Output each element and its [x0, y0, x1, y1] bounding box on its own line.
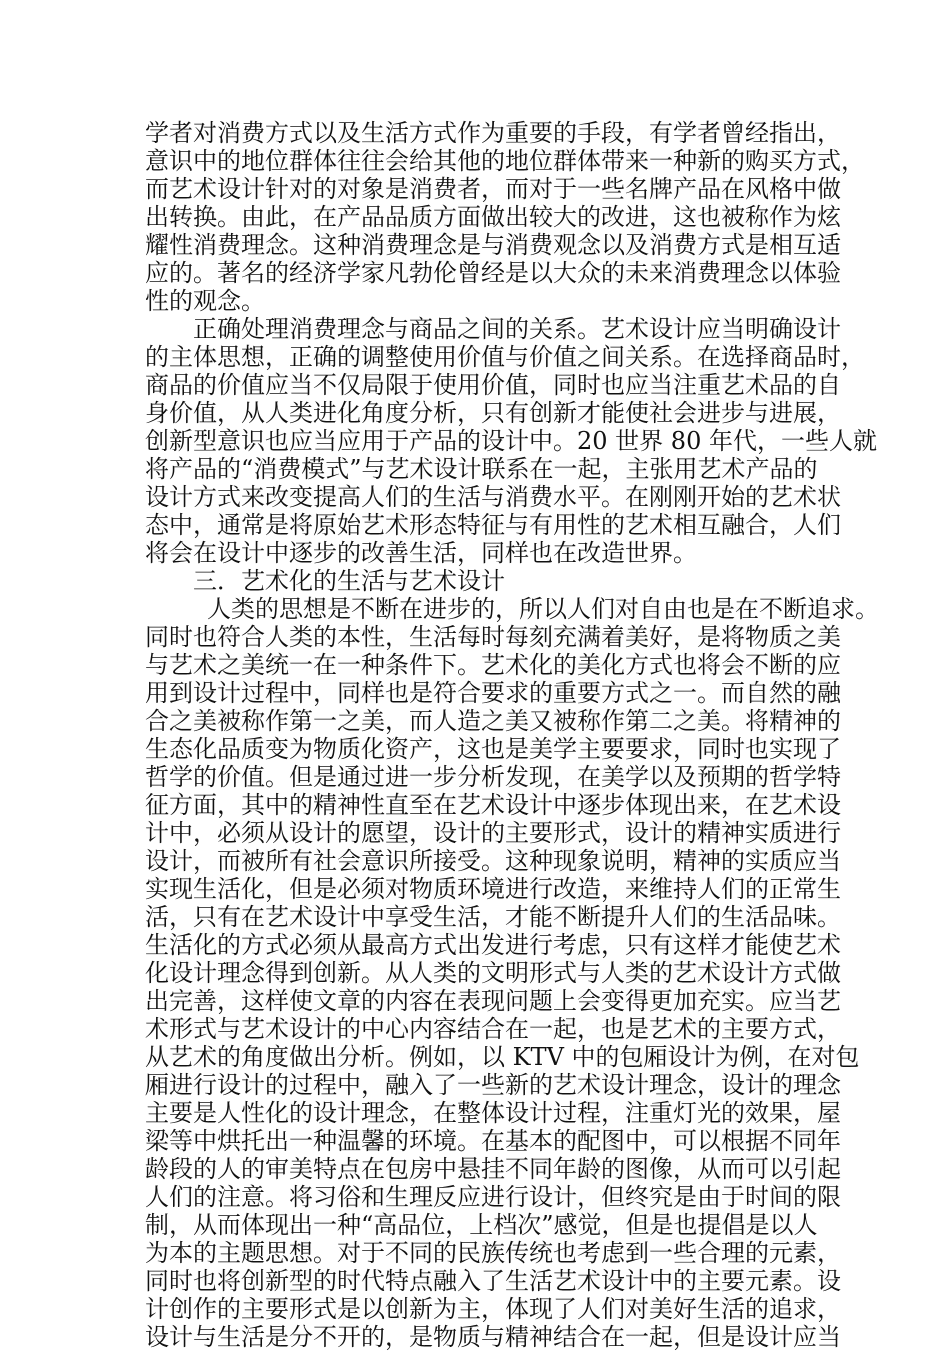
text-line: 制，从而体现出一种“高品位，上档次”感觉，但是也提倡是以人	[145, 1211, 818, 1239]
text-line: 而艺术设计针对的对象是消费者，而对于一些名牌产品在风格中做	[145, 175, 841, 203]
section-heading: 三．艺术化的生活与艺术设计	[193, 567, 505, 595]
text-line: 同时也将创新型的时代特点融入了生活艺术设计中的主要元素。设	[145, 1267, 841, 1295]
text-line: 用到设计过程中，同样也是符合要求的重要方式之一。而自然的融	[145, 679, 841, 707]
text-line: 将会在设计中逐步的改善生活，同样也在改造世界。	[145, 539, 697, 567]
text-line: 应的。著名的经济学家凡勃伦曾经是以大众的未来消费理念以体验	[145, 259, 841, 287]
text-line: 化设计理念得到创新。从人类的文明形式与人类的艺术设计方式做	[145, 959, 841, 987]
text-line: 主要是人性化的设计理念，在整体设计过程，注重灯光的效果，屋	[145, 1099, 841, 1127]
text-line: 厢进行设计的过程中，融入了一些新的艺术设计理念，设计的理念	[145, 1071, 841, 1099]
text-line: 同时也符合人类的本性，生活每时每刻充满着美好，是将物质之美	[145, 623, 841, 651]
text-line: 计中，必须从设计的愿望，设计的主要形式，设计的精神实质进行	[145, 819, 841, 847]
text-line: 设计方式来改变提高人们的生活与消费水平。在刚刚开始的艺术状	[145, 483, 841, 511]
text-line: 人们的注意。将习俗和生理反应进行设计，但终究是由于时间的限	[145, 1183, 841, 1211]
text-line: 商品的价值应当不仅局限于使用价值，同时也应当注重艺术品的自	[145, 371, 841, 399]
text-line: 设计与生活是分不开的，是物质与精神结合在一起，但是设计应当	[145, 1323, 841, 1351]
text-line: 术形式与艺术设计的中心内容结合在一起，也是艺术的主要方式，	[145, 1015, 841, 1043]
text-line: 出完善，这样使文章的内容在表现问题上会变得更加充实。应当艺	[145, 987, 841, 1015]
text-line: 与艺术之美统一在一种条件下。艺术化的美化方式也将会不断的应	[145, 651, 841, 679]
text-line: 为本的主题思想。对于不同的民族传统也考虑到一些合理的元素，	[145, 1239, 841, 1267]
text-line: 设计，而被所有社会意识所接受。这种现象说明，精神的实质应当	[145, 847, 841, 875]
paragraph-start-line: 人类的思想是不断在进步的，所以人们对自由也是在不断追求。	[207, 595, 879, 623]
text-line: 态中，通常是将原始艺术形态特征与有用性的艺术相互融合，人们	[145, 511, 841, 539]
text-line: 龄段的人的审美特点在包房中悬挂不同年龄的图像，从而可以引起	[145, 1155, 841, 1183]
text-line: 合之美被称作第一之美，而人造之美又被称作第二之美。将精神的	[145, 707, 841, 735]
text-line: 出转换。由此，在产品品质方面做出较大的改进，这也被称作为炫	[145, 203, 841, 231]
text-line: 的主体思想，正确的调整使用价值与价值之间关系。在选择商品时，	[145, 343, 865, 371]
text-line: 哲学的价值。但是通过进一步分析发现，在美学以及预期的哲学特	[145, 763, 841, 791]
text-line: 梁等中烘托出一种温馨的环境。在基本的配图中，可以根据不同年	[145, 1127, 841, 1155]
text-line: 意识中的地位群体往往会给其他的地位群体带来一种新的购买方式，	[145, 147, 865, 175]
text-line: 创新型意识也应当应用于产品的设计中。20 世界 80 年代，一些人就	[145, 427, 877, 455]
text-line: 身价值，从人类进化角度分析，只有创新才能使社会进步与进展，	[145, 399, 841, 427]
text-line: 生活化的方式必须从最高方式出发进行考虑，只有这样才能使艺术	[145, 931, 841, 959]
text-line: 活，只有在艺术设计中享受生活，才能不断提升人们的生活品味。	[145, 903, 841, 931]
text-line: 征方面，其中的精神性直至在艺术设计中逐步体现出来，在艺术设	[145, 791, 841, 819]
text-line: 学者对消费方式以及生活方式作为重要的手段，有学者曾经指出，	[145, 119, 841, 147]
text-line: 生态化品质变为物质化资产，这也是美学主要要求，同时也实现了	[145, 735, 841, 763]
text-line: 实现生活化，但是必须对物质环境进行改造，来维持人们的正常生	[145, 875, 841, 903]
text-line: 性的观念。	[145, 287, 265, 315]
text-line: 将产品的“消费模式”与艺术设计联系在一起，主张用艺术产品的	[145, 455, 818, 483]
text-line: 计创作的主要形式是以创新为主，体现了人们对美好生活的追求，	[145, 1295, 841, 1323]
paragraph-start-line: 正确处理消费理念与商品之间的关系。艺术设计应当明确设计	[193, 315, 841, 343]
text-line: 从艺术的角度做出分析。例如，以 KTV 中的包厢设计为例，在对包	[145, 1043, 860, 1071]
text-line: 耀性消费理念。这种消费理念是与消费观念以及消费方式是相互适	[145, 231, 841, 259]
